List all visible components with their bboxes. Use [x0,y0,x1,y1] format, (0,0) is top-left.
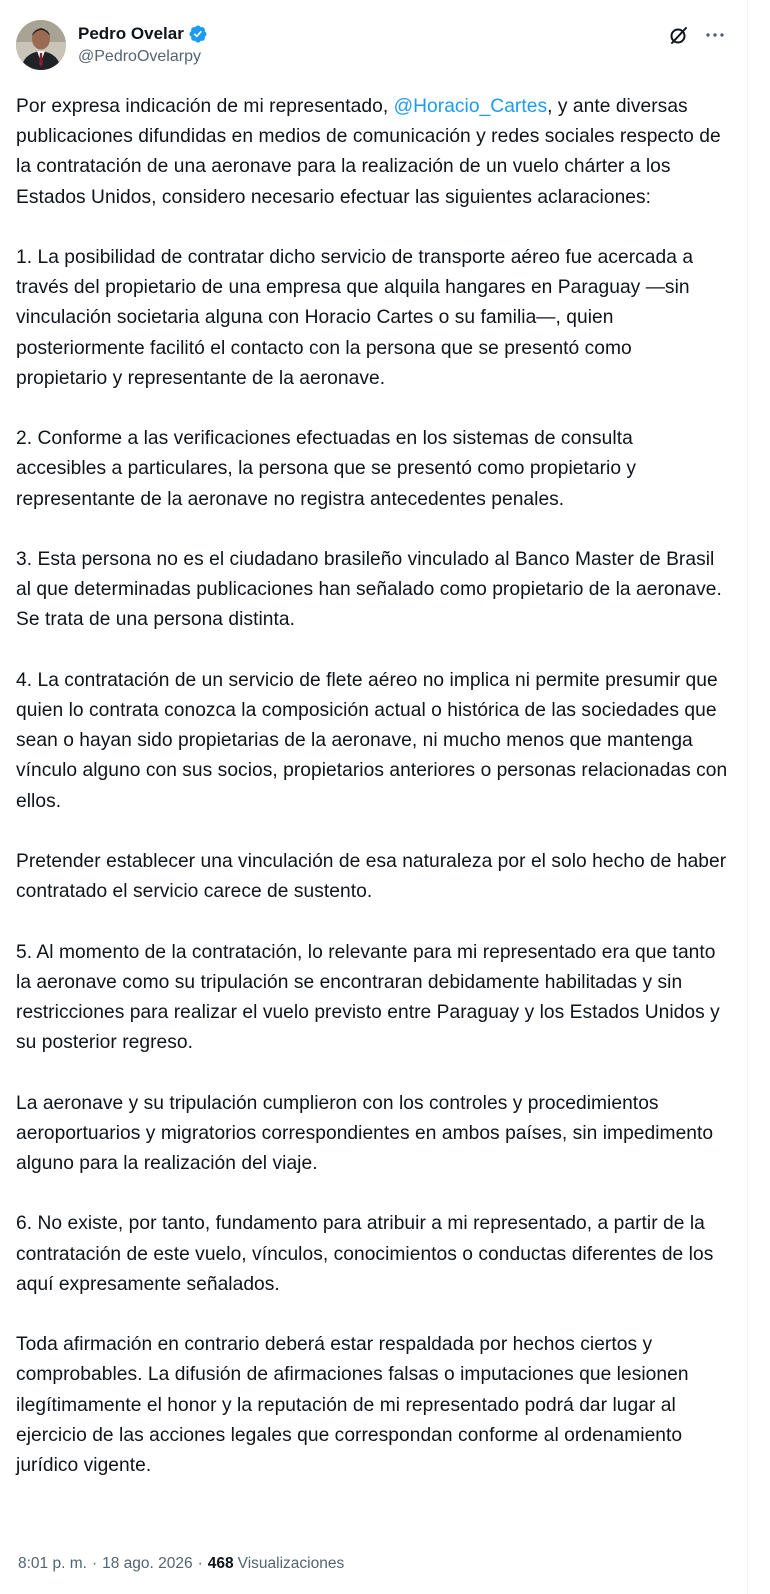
mention-link[interactable]: @Horacio_Cartes [393,96,548,117]
tweet-paragraph-3: 3. Esta persona no es el ciudadano brasileño vinculado al Banco Master de Brasil al que determinadas publicaciones han señalado como propietario de la aeronave. Se trata de una persona distinta. [16,549,728,631]
tweet-text [16,92,733,1481]
author-display-name[interactable]: Pedro Ovelar [78,24,184,43]
timeline-border [747,0,748,1594]
tweet-paragraph-1: 1. La posibilidad de contratar dicho servicio de transporte aéreo fue acercada a través del propietario de una empresa que alquila hangares en Paraguay —sin vinculación societaria alguna con Horacio Cartes o su familia—, quien posteriormente facilitó el contacto con la persona que se presentó como propietario y representante de la aeronave. [16,247,699,389]
tweet-date[interactable]: 18 ago. 2026 [102,1555,193,1572]
verified-badge-icon[interactable] [188,24,208,44]
author-handle[interactable]: @PedroOvelarpy [78,48,201,65]
meta-separator: · [91,1555,98,1572]
tweet-paragraph-4-note: Pretender establecer una vinculación de esa naturaleza por el solo hecho de haber contratado el servicio carece de sustento. [16,851,732,903]
author-name-row [78,23,208,45]
grok-slash-circle-icon[interactable] [668,24,690,46]
meta-separator-2: · [197,1555,203,1572]
tweet-paragraph-5: 5. Al momento de la contratación, lo relevante para mi representado era que tanto la aeronave como su tripulación se encontraran debidamente habilitadas y sin restricciones para realizar el vuelo previsto entre Paraguay y los Estados Unidos y su posterior regreso. [16,941,726,1054]
intro-text-after-mention: , y ante diversas publicaciones difundidas en medios de comunicación y redes sociales respecto de la contratación de una aeronave para la realización de un vuelo chárter a los Estados Unidos, considero necesario efectuar las siguientes aclaraciones: [16,96,727,208]
tweet-paragraph-closing: Toda afirmación en contrario deberá estar respaldada por hechos ciertos y comprobables. La difusión de afirmaciones falsas o imputaciones que lesionen ilegítimamente el honor y la reputación de mi representado podrá dar lugar al ejercicio de las acciones legales que correspondan conforme al ordenamiento jurídico vigente. [16,1334,694,1476]
tweet-paragraph-2: 2. Conforme a las verificaciones efectuadas en los sistemas de consulta accesibles a particulares, la persona que se presentó como propietario y representante de la aeronave no registra antecedentes penales. [16,428,642,510]
intro-text-before-mention: Por expresa indicación de mi representado, [16,96,394,117]
avatar[interactable] [16,20,66,70]
author-block [78,23,208,66]
profile-photo-avatar [16,20,66,70]
tweet-header [16,16,728,74]
views-label: Visualizaciones [237,1555,345,1572]
tweet [16,16,733,1511]
tweet-paragraph-6: 6. No existe, por tanto, fundamento para atribuir a mi representado, a partir de la contratación de este vuelo, vínculos, conocimientos o conductas diferentes de los aquí expresamente señalados. [16,1213,719,1295]
header-actions [668,24,726,46]
tweet-meta [18,1555,344,1573]
tweet-paragraph-4: 4. La contratación de un servicio de flete aéreo no implica ni permite presumir que quien lo contrata conozca la composición actual o histórica de las sociedades que sean o hayan sido propietarias de la aeronave, ni mucho menos que mantenga vínculo alguno con sus socios, propietarios anteriores o personas relacionadas con ellos. [16,669,733,812]
views-count[interactable]: 468 [207,1555,234,1572]
tweet-intro-paragraph [16,92,728,213]
tweet-paragraph-5-note: La aeronave y su tripulación cumplieron con los controles y procedimientos aeroportuarios y migratorios correspondientes en ambos países, sin impedimento alguno para la realización del viaje. [16,1092,719,1174]
tweet-time[interactable]: 8:01 p. m. [18,1555,87,1572]
more-horizontal-icon[interactable] [704,24,726,46]
